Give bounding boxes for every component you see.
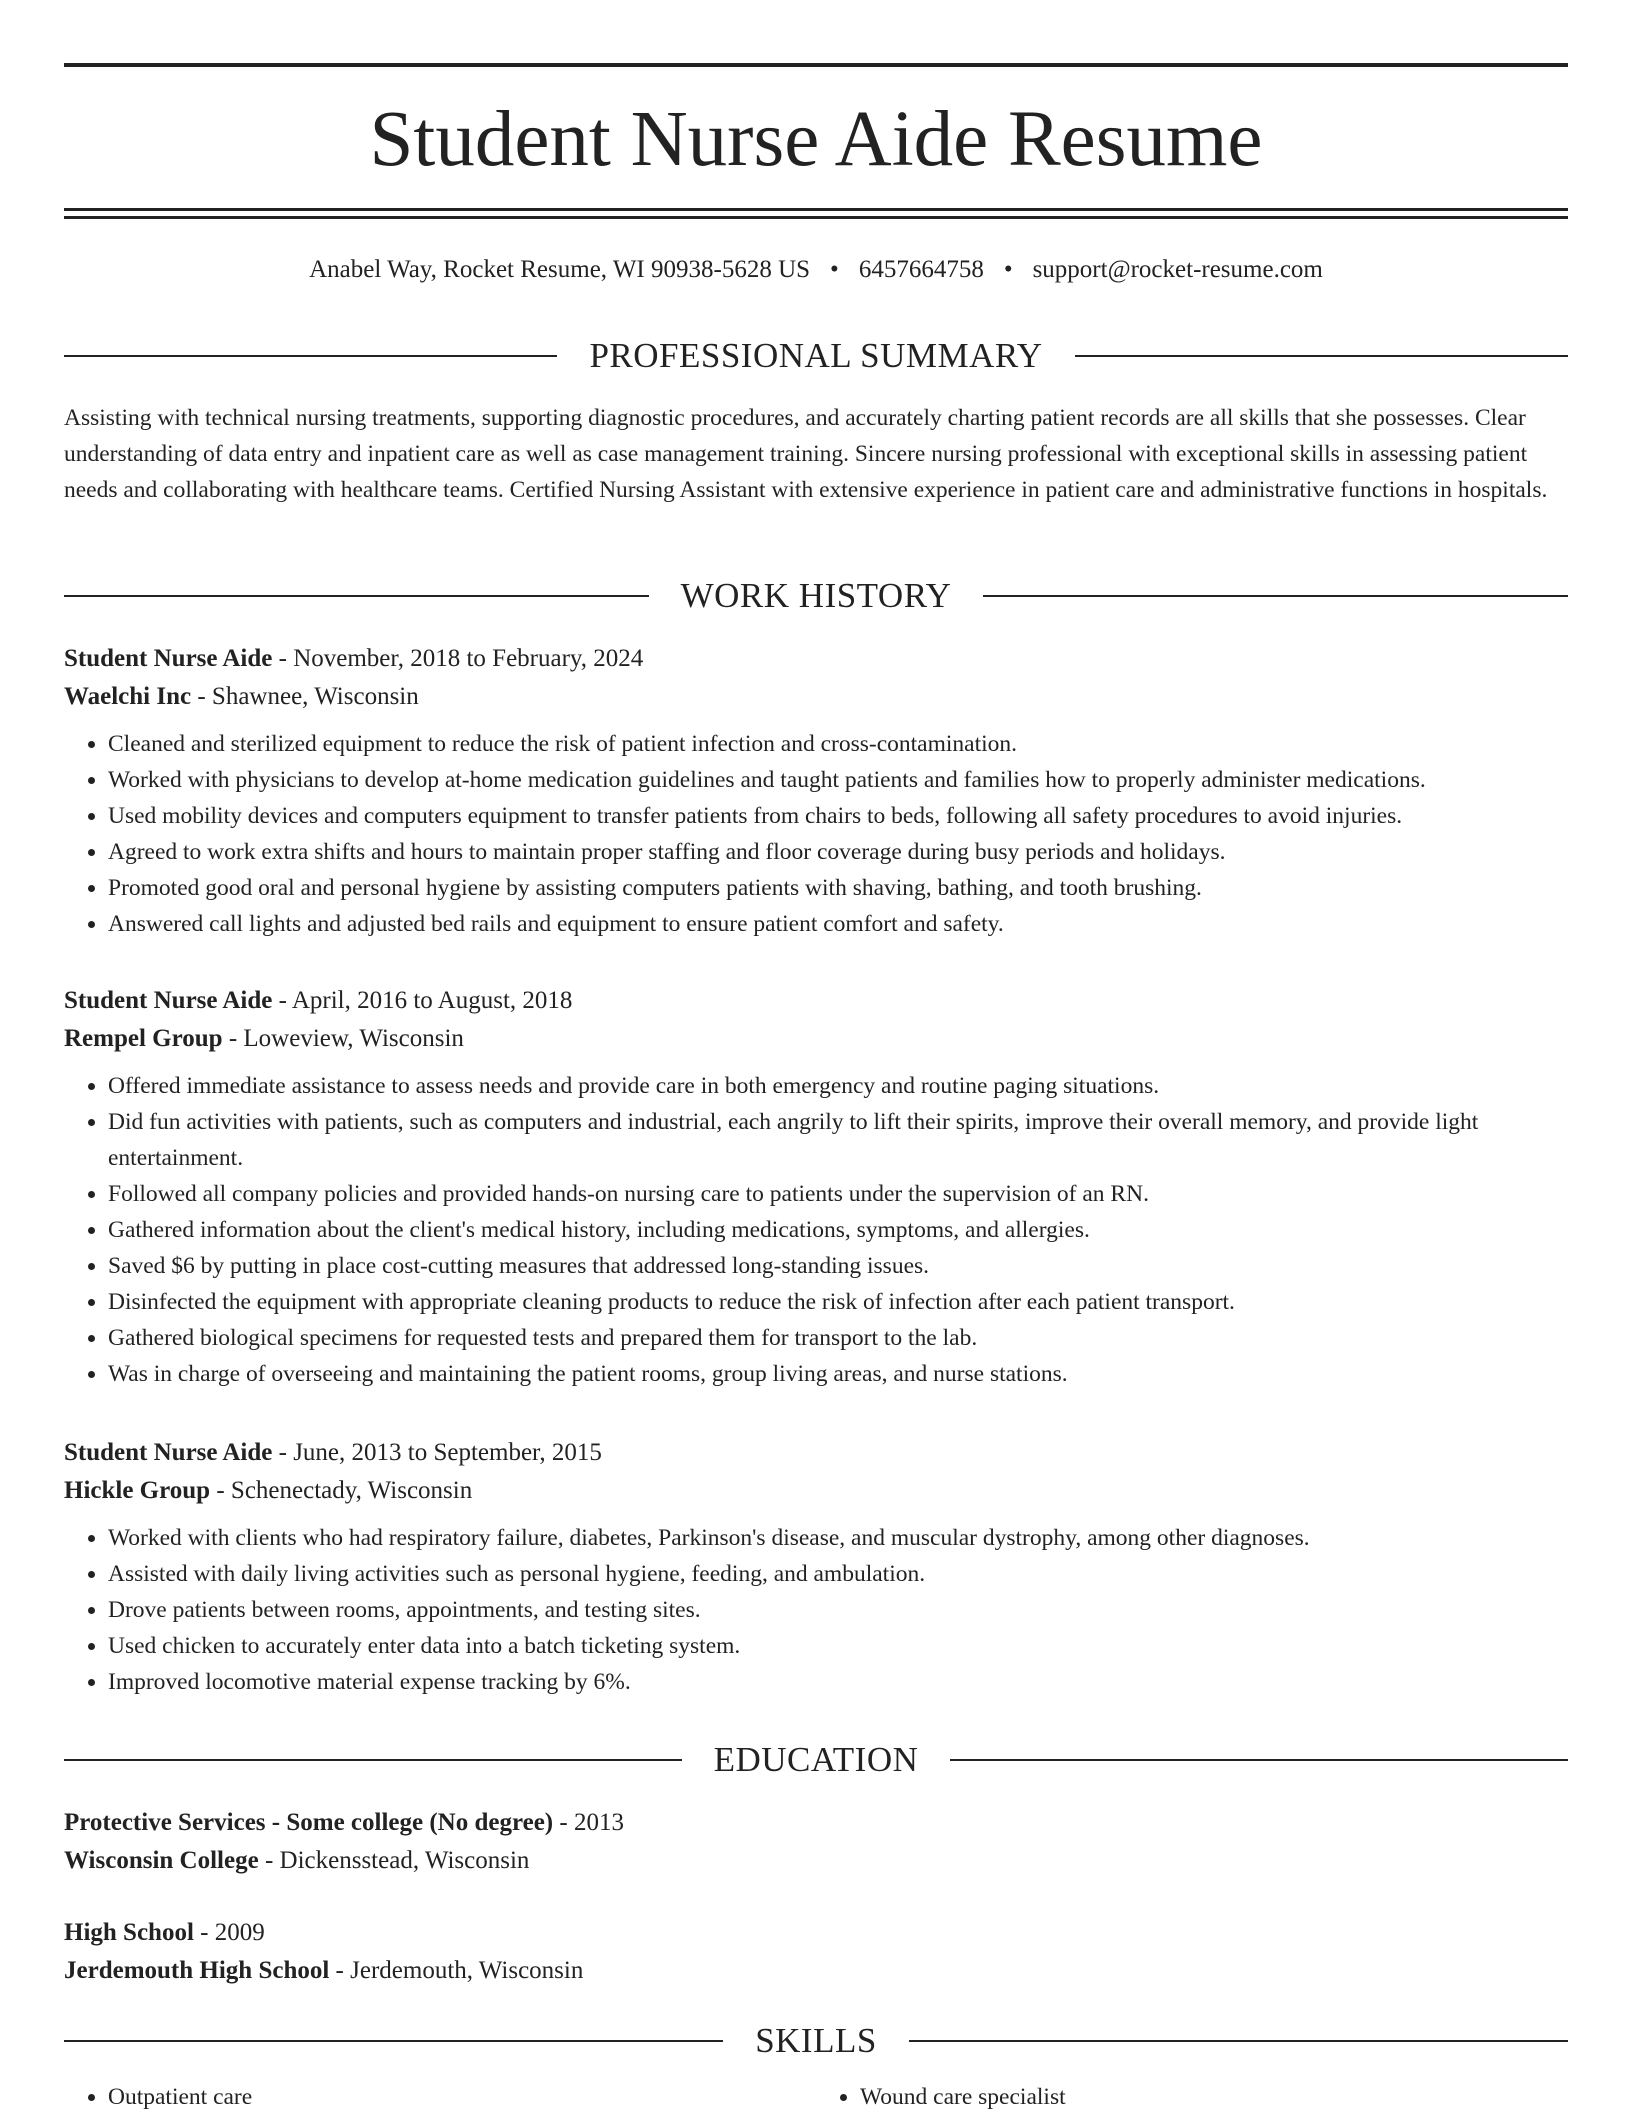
job-bullets <box>64 1520 1568 1700</box>
job-company: Hickle Group <box>64 1477 211 1504</box>
job-entry <box>64 1434 1568 1700</box>
list-item: • Promoted good oral and personal hygiene by assisting computers patients with shaving, bathing, and tooth brushing. <box>108 870 1568 906</box>
list-item: • Followed all company policies and provided hands-on nursing care to patients under the supervision of an RN. <box>108 1176 1568 1212</box>
education-entry <box>64 1914 1568 1990</box>
header-double-rule <box>64 208 1568 219</box>
list-item: • Gathered information about the client's medical history, including medications, symptoms, and allergies. <box>108 1212 1568 1248</box>
education-school: Wisconsin College <box>64 1847 259 1874</box>
job-location: - Loweview, Wisconsin <box>222 1025 464 1052</box>
section-rule <box>950 1759 1568 1761</box>
list-item: • Worked with clients who had respiratory failure, diabetes, Parkinson's disease, and muscular dystrophy, among other diagnoses. <box>108 1520 1568 1556</box>
list-item: • Drove patients between rooms, appointments, and testing sites. <box>108 1592 1568 1628</box>
section-title: WORK HISTORY <box>680 576 952 615</box>
education-entry <box>64 1804 1568 1880</box>
job-company-line <box>64 678 1568 716</box>
job-dates: - November, 2018 to February, 2024 <box>272 645 644 672</box>
contact-phone: 6457664758 <box>858 256 984 283</box>
skills-column-left <box>64 2079 816 2115</box>
job-dates: - April, 2016 to August, 2018 <box>272 987 573 1014</box>
education-year: - 2009 <box>193 1919 265 1946</box>
section-heading-education <box>64 1740 1568 1780</box>
resume-title: Student Nurse Aide Resume <box>369 96 1263 183</box>
job-location: - Schenectady, Wisconsin <box>210 1477 473 1504</box>
skills-column-right <box>816 2079 1568 2115</box>
skills-list <box>64 2079 1568 2115</box>
list-item: • Disinfected the equipment with appropriate cleaning products to reduce the risk of infection after each patient transport. <box>108 1284 1568 1320</box>
job-title: Student Nurse Aide <box>64 1439 273 1466</box>
contact-separator: • <box>830 256 839 283</box>
job-title: Student Nurse Aide <box>64 645 273 672</box>
list-item: • Improved locomotive material expense tracking by 6%. <box>108 1664 1568 1700</box>
job-bullets <box>64 1068 1568 1392</box>
section-rule <box>64 2040 723 2042</box>
education-location: - Jerdemouth, Wisconsin <box>329 1957 584 1984</box>
education-degree: Protective Services - Some college (No degree) <box>64 1809 554 1836</box>
job-bullets <box>64 726 1568 942</box>
job-entry <box>64 982 1568 1392</box>
header-top-rule <box>64 63 1568 67</box>
job-company: Rempel Group <box>64 1025 223 1052</box>
section-title: SKILLS <box>755 2021 877 2060</box>
section-heading-skills <box>64 2021 1568 2061</box>
job-title-line <box>64 982 1568 1020</box>
education-degree: High School <box>64 1919 194 1946</box>
list-item: • Used mobility devices and computers equipment to transfer patients from chairs to beds, following all safety procedures to avoid injuries. <box>108 798 1568 834</box>
list-item: • Wound care specialist <box>860 2079 1568 2115</box>
section-title: EDUCATION <box>713 1740 919 1779</box>
education-school-line <box>64 1952 1568 1990</box>
contact-email: support@rocket-resume.com <box>1032 256 1323 283</box>
job-title-line <box>64 1434 1568 1472</box>
job-dates: - June, 2013 to September, 2015 <box>272 1439 602 1466</box>
education-school-line <box>64 1842 1568 1880</box>
summary-paragraph: Assisting with technical nursing treatments, supporting diagnostic procedures, and accurately charting patient records are all skills that she possesses. Clear understanding of data entry and inpatient care as well as case management training. Sincere nursing professional with exceptional skills in assessing patient needs and collaborating with healthcare teams. Certified Nursing Assistant with extensive experience in patient care and administrative functions in hospitals. <box>64 405 1548 503</box>
job-title: Student Nurse Aide <box>64 987 273 1014</box>
job-company: Waelchi Inc <box>64 683 192 710</box>
summary-block <box>64 400 1568 508</box>
list-item: • Was in charge of overseeing and maintaining the patient rooms, group living areas, and nurse stations. <box>108 1356 1568 1392</box>
list-item: • Agreed to work extra shifts and hours to maintain proper staffing and floor coverage during busy periods and holidays. <box>108 834 1568 870</box>
education-year: - 2013 <box>553 1809 624 1836</box>
job-entry <box>64 640 1568 942</box>
section-rule <box>983 595 1568 597</box>
section-heading-summary <box>64 336 1568 376</box>
section-rule <box>64 355 557 357</box>
education-location: - Dickensstead, Wisconsin <box>258 1847 530 1874</box>
list-item: • Did fun activities with patients, such as computers and industrial, each angrily to lift their spirits, improve their overall memory, and provide light entertainment. <box>108 1104 1568 1176</box>
list-item: • Gathered biological specimens for requested tests and prepared them for transport to the lab. <box>108 1320 1568 1356</box>
job-company-line <box>64 1020 1568 1058</box>
list-item: • Saved $6 by putting in place cost-cutting measures that addressed long-standing issues. <box>108 1248 1568 1284</box>
list-item: • Cleaned and sterilized equipment to reduce the risk of patient infection and cross-contamination. <box>108 726 1568 762</box>
contact-separator: • <box>1003 256 1013 283</box>
job-company-line <box>64 1472 1568 1510</box>
contact-address: Anabel Way, Rocket Resume, WI 90938-5628 US <box>309 256 811 283</box>
section-rule <box>64 1759 682 1761</box>
section-rule <box>1075 355 1568 357</box>
section-rule <box>909 2040 1568 2042</box>
list-item: • Used chicken to accurately enter data into a batch ticketing system. <box>108 1628 1568 1664</box>
list-item: • Answered call lights and adjusted bed rails and equipment to ensure patient comfort and safety. <box>108 906 1568 942</box>
contact-line <box>64 252 1568 288</box>
education-degree-line <box>64 1804 1568 1842</box>
section-heading-work <box>64 576 1568 616</box>
job-location: - Shawnee, Wisconsin <box>191 683 419 710</box>
list-item: • Assisted with daily living activities such as personal hygiene, feeding, and ambulation. <box>108 1556 1568 1592</box>
job-title-line <box>64 640 1568 678</box>
education-school: Jerdemouth High School <box>64 1957 330 1984</box>
list-item: • Outpatient care <box>108 2079 816 2115</box>
section-title: PROFESSIONAL SUMMARY <box>589 336 1043 375</box>
section-rule <box>64 595 649 597</box>
education-degree-line <box>64 1914 1568 1952</box>
list-item: • Worked with physicians to develop at-home medication guidelines and taught patients and families how to properly administer medications. <box>108 762 1568 798</box>
list-item: • Offered immediate assistance to assess needs and provide care in both emergency and routine paging situations. <box>108 1068 1568 1104</box>
